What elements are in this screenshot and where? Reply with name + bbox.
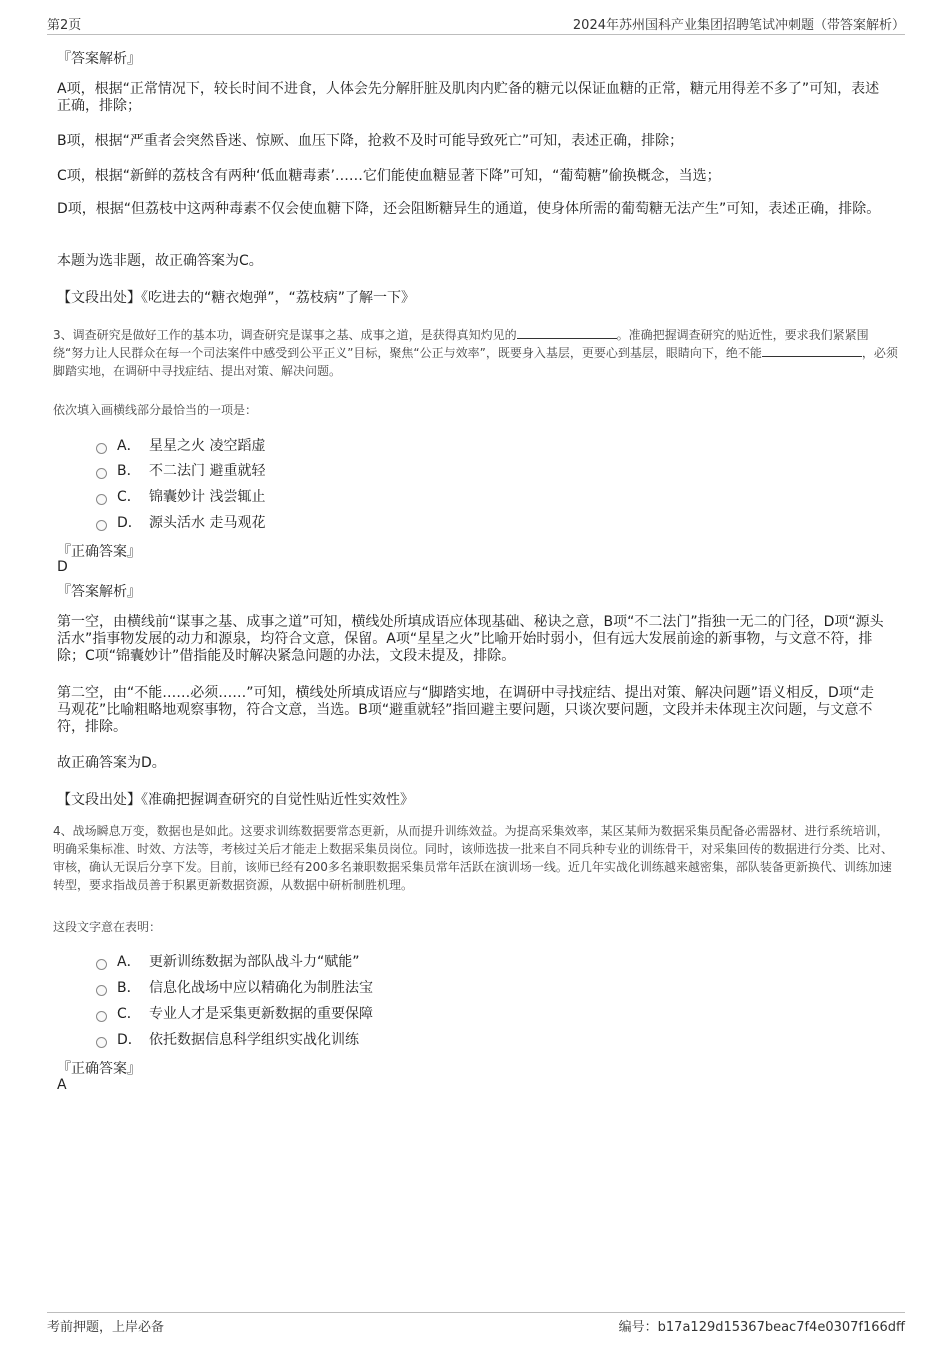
q3-analysis-label: 『答案解析』 [57,584,141,600]
radio-icon[interactable] [96,985,107,996]
q3-correct-answer: D [57,559,68,575]
option-text: 不二法门 避重就轻 [149,463,266,479]
q3-analysis-para-1: 第一空，由横线前“谋事之基、成事之道”可知，横线处所填成语应体现基础、秘诀之意，B项“不二法门”指独一无二的门径，D项“源头活水”指事物发展的动力和源泉，均符合文意，保留。A项“星星之火”比喻开始时弱小，但有远大发展前途的新事物，与文意不符，排除；C项“锦囊妙计”借指能及时解决紧急问题的办法，文段未提及，排除。 [57,614,884,664]
q2-analysis-para-b: B项，根据“严重者会突然昏迷、惊厥、血压下降，抢救不及时可能导致死亡”可知，表述正确，排除； [57,133,684,149]
q3-text-part1: 3、调查研究是做好工作的基本功，调查研究是谋事之基、成事之道，是获得真知灼见的 [53,328,517,342]
q3-source: 【文段出处】《准确把握调查研究的自觉性贴近性实效性》 [57,792,414,808]
q4-prompt: 这段文字意在表明： [53,920,162,934]
q4-option-b[interactable] [96,977,373,997]
radio-icon[interactable] [96,959,107,970]
q2-analysis-para-d: D项，根据“但荔枝中这两种毒素不仅会使血糖下降，还会阻断糖异生的通道，使身体所需的葡萄糖无法产生”可知，表述正确，排除。 [57,201,881,217]
q2-conclusion: 本题为选非题，故正确答案为C。 [57,253,263,269]
option-label: D． [117,1032,142,1048]
radio-icon[interactable] [96,494,107,505]
q3-option-a[interactable] [96,435,265,455]
page-footer [47,1312,905,1335]
page-header [47,12,905,35]
q4-option-d[interactable] [96,1029,359,1049]
q4-option-a[interactable] [96,951,360,971]
option-text: 更新训练数据为部队战斗力“赋能” [149,954,360,970]
option-label: C． [117,1006,141,1022]
option-label: C． [117,489,141,505]
q3-analysis-para-2: 第二空，由“不能……必须……”可知，横线处所填成语应与“脚踏实地，在调研中寻找症结、提出对策、解决问题”语义相反，D项“走马观花”比喻粗略地观察事物，符合文意，当选。B项“避重就轻”指回避主要问题，只谈次要问题，文段并未体现主次问题，与文意不符，排除。 [57,685,875,735]
radio-icon[interactable] [96,1011,107,1022]
radio-icon[interactable] [96,468,107,479]
radio-icon[interactable] [96,443,107,454]
q2-source: 【文段出处】《吃进去的“糖衣炮弹”，“荔枝病”了解一下》 [57,290,416,306]
q4-correct-answer: A [57,1077,67,1093]
document-id: 编号：b17a129d15367beac7f4e0307f166dff [618,1320,905,1335]
option-label: B． [117,980,141,996]
option-text: 锦囊妙计 浅尝辄止 [149,489,266,505]
option-label: A． [117,438,141,454]
option-text: 信息化战场中应以精确化为制胜法宝 [149,980,373,996]
q3-option-b[interactable] [96,460,265,480]
q2-analysis-para-c: C项，根据“新鲜的荔枝含有两种‘低血糖毒素’……它们能使血糖显著下降”可知，“葡萄糖”偷换概念，当选； [57,168,721,184]
option-text: 专业人才是采集更新数据的重要保障 [149,1006,373,1022]
q3-option-d[interactable] [96,512,265,532]
q3-question-text [53,326,898,380]
q4-correct-label: 『正确答案』 [57,1061,141,1077]
page-number: 第2页 [47,18,82,33]
document-title: 2024年苏州国科产业集团招聘笔试冲刺题（带答案解析） [572,18,905,33]
q3-text-part2: 。准确把握调查研究的贴近性，要求我们紧紧围绕“努力让人民群众在每一个司法案件中感受到公平正义”目标，聚焦“公正与效率”，既要身入基层，更要心到基层，眼睛向下，绝不能 [53,328,869,360]
radio-icon[interactable] [96,1037,107,1048]
q3-conclusion: 故正确答案为D。 [57,755,166,771]
q3-option-c[interactable] [96,486,265,506]
option-label: D． [117,515,142,531]
option-label: B． [117,463,141,479]
q3-correct-label: 『正确答案』 [57,544,141,560]
q3-blank-1 [517,326,617,339]
radio-icon[interactable] [96,520,107,531]
q3-prompt: 依次填入画横线部分最恰当的一项是： [53,403,258,417]
option-text: 依托数据信息科学组织实战化训练 [149,1032,359,1048]
q4-option-c[interactable] [96,1003,373,1023]
q2-analysis-label: 『答案解析』 [57,51,141,67]
option-label: A． [117,954,141,970]
q4-question-text: 4、战场瞬息万变，数据也是如此。这要求训练数据要常态更新，从而提升训练效益。为提高采集效率，某区某师为数据采集员配备必需器材、进行系统培训，明确采集标准、时效、方法等，考核过关后才能走上数据采集员岗位。同时，该师选拔一批来自不同兵种专业的训练骨干，对采集回传的数据进行分类、比对、审核，确认无误后分享下发。目前，该师已经有200多名兼职数据采集员常年活跃在演训场一线。近几年实战化训练越来越密集，部队装备更新换代、训练加速转型，要求指战员善于积累更新数据资源，从数据中研析制胜机理。 [53,824,894,892]
q3-blank-2 [762,344,862,357]
option-text: 星星之火 凌空蹈虚 [149,438,266,454]
footer-slogan: 考前押题，上岸必备 [47,1320,165,1335]
q2-analysis-para-a: A项，根据“正常情况下，较长时间不进食，人体会先分解肝脏及肌肉内贮备的糖元以保证血糖的正常，糖元用得差不多了”可知，表述正确，排除； [57,81,880,114]
q3-text-part3: ，必须脚踏实地，在调研中寻找症结、提出对策、解决问题。 [53,346,898,378]
option-text: 源头活水 走马观花 [149,515,266,531]
